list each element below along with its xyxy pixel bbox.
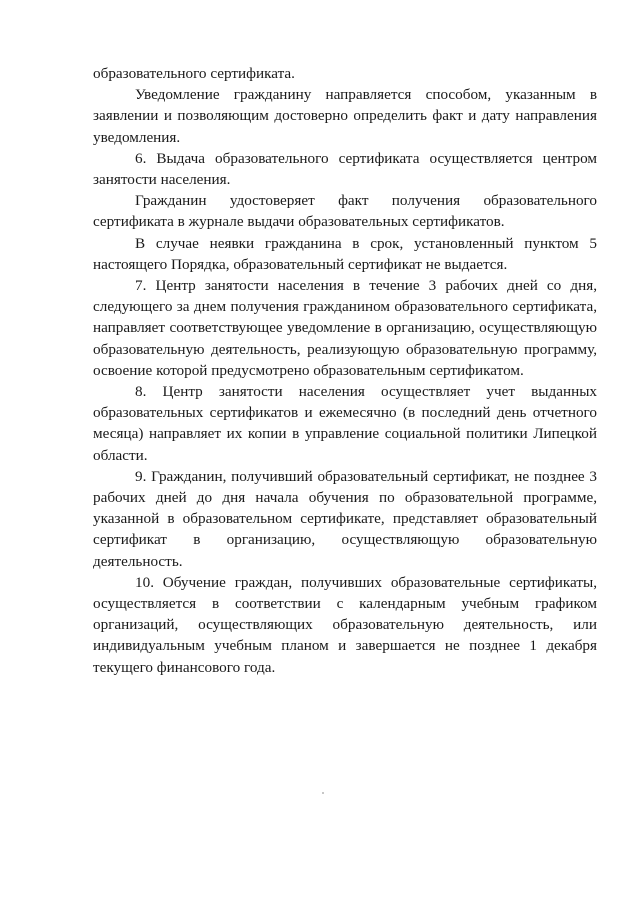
paragraph-item-6: 6. Выдача образовательного сертификата осуществляется центром занятости населения. (93, 149, 597, 189)
document-body (93, 63, 597, 678)
paragraph-receipt-confirmation: Гражданин удостоверяет факт получения образовательного сертификата в журнале выдачи образовательных сертификатов. (93, 192, 597, 231)
paragraph-no-show: В случае неявки гражданина в срок, установленный пунктом 5 настоящего Порядка, образовательный сертификат не выдается. (93, 234, 597, 273)
paragraph-item-7: 7. Центр занятости населения в течение 3 рабочих дней со дня, следующего за днем получения гражданином образовательного сертификата, направляет соответствующее уведомление в организацию, осуществляющую образовательную деятельность, реализующую образовательную программу, освоение которой предусмотрено образовательным сертификатом. (93, 277, 597, 379)
scan-speck (322, 792, 324, 794)
paragraph-notification-method: Уведомление гражданину направляется способом, указанным в заявлении и позволяющим достоверно определить факт и дату направления уведомления. (93, 86, 597, 146)
paragraph-item-8: 8. Центр занятости населения осуществляет учет выданных образовательных сертификатов и ежемесячно (в последний день отчетного месяца) направляет их копии в управление социальной политики Липецкой области. (93, 383, 597, 464)
paragraph-item-9: 9. Гражданин, получивший образовательный сертификат, не позднее 3 рабочих дней до дня начала обучения по образовательной программе, указанной в образовательном сертификате, представляет образовательный сертификат в организацию, осуществляющую образовательную деятельность. (93, 467, 597, 570)
paragraph-item-10: 10. Обучение граждан, получивших образовательные сертификаты, осуществляется в соответствии с календарным учебным графиком организаций, осуществляющих образовательную деятельность, или индивидуальным учебным планом и завершается не позднее 1 декабря текущего финансового года. (93, 573, 597, 676)
paragraph-continuation: образовательного сертификата. (93, 65, 295, 82)
